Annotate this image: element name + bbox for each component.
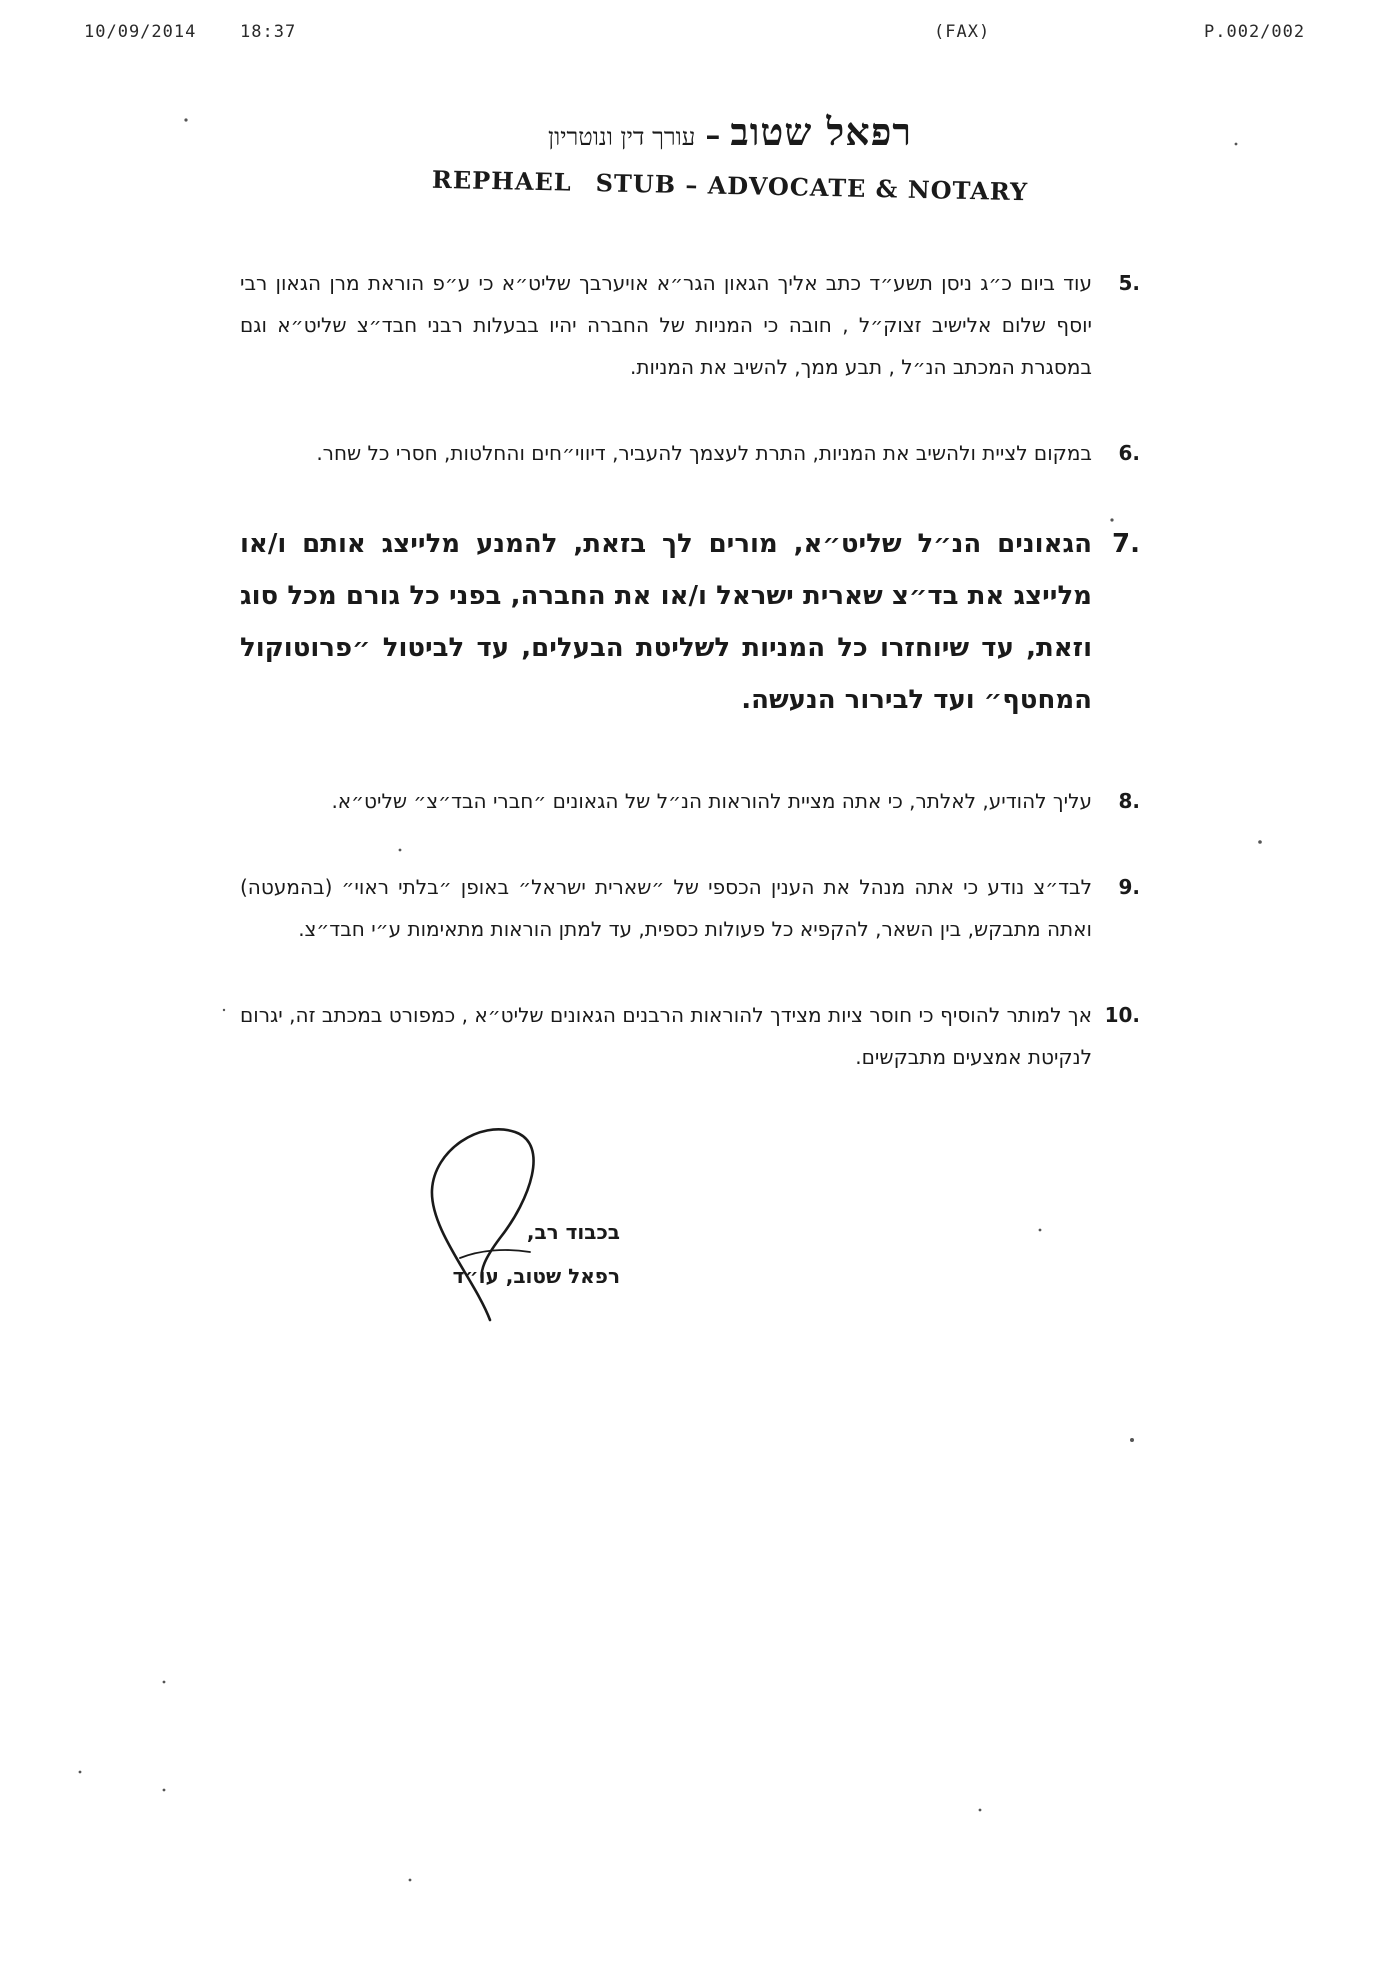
fax-label: (FAX) <box>934 22 991 42</box>
paragraph-number: 9. <box>1118 875 1140 899</box>
letterhead-english-rest: STUB – ADVOCATE & NOTARY <box>595 168 1029 207</box>
paragraph-9 <box>240 866 1140 950</box>
paragraph-number: 7. <box>1112 529 1140 559</box>
letterhead-english-line <box>380 161 1081 212</box>
letterhead-dash: – <box>705 118 721 153</box>
paragraph-text: עליך להודיע, לאלתר, כי אתה מציית להוראות הנ״ל של הגאונים ״חברי הבד״צ״ שליט״א. <box>331 789 1092 813</box>
letterhead-english-first: REPHAEL <box>431 164 572 197</box>
paragraph-8 <box>240 780 1140 822</box>
letter-body <box>240 262 1140 1122</box>
paragraph-number: 6. <box>1118 441 1140 465</box>
letterhead <box>380 109 1080 207</box>
letterhead-hebrew-name: רפאל שטוב <box>730 109 913 154</box>
paragraph-text: עוד ביום כ״ג ניסן תשע״ד כתב אליך הגאון הגר״א אויערבך שליט״א כי ע״פ הוראת מרן הגאון רבי יוסף שלום אלישיב זצוק״ל , חובה כי המניות של החברה יהיו בבעלות רבני חבד״צ שליט״א וגם במסגרת המכתב הנ״ל , תבע ממך, להשיב את המניות. <box>240 271 1092 379</box>
fax-header <box>0 22 1400 46</box>
paragraph-text: לבד״צ נודע כי אתה מנהל את הענין הכספי של ״שארית ישראל״ באופן ״בלתי ראוי״ (בהמעטה) ואתה מתבקש, בין השאר, להקפיא כל פעולות כספית, עד למתן הוראות מתאימות ע״י חבד״צ. <box>240 875 1092 941</box>
paragraph-text: הגאונים הנ״ל שליט״א, מורים לך בזאת, להמנע מלייצג אותם ו/או מלייצג את בד״צ שארית ישראל ו/או את החברה, בפני כל גורם מכל סוג וזאת, עד שיוחזרו כל המניות לשליטת הבעלים, עד לביטול ״פרוטוקול המחטף״ ועד לבירור הנעשה. <box>240 529 1092 715</box>
paragraph-5 <box>240 262 1140 388</box>
paragraph-number: 10. <box>1104 1003 1140 1027</box>
closing-signer-name: רפאל שטוב, עו״ד <box>452 1264 620 1288</box>
paragraph-6 <box>240 432 1140 474</box>
paragraph-text: אך למותר להוסיף כי חוסר ציות מצידך להוראות הרבנים הגאונים שליט״א , כמפורט במכתב זה, יגרום לנקיטת אמצעים מתבקשים. <box>240 1003 1092 1069</box>
paragraph-10 <box>240 994 1140 1078</box>
closing-regards: בכבוד רב, <box>526 1220 620 1244</box>
fax-date: 10/09/2014 <box>84 22 197 42</box>
closing-block <box>400 1210 620 1298</box>
paragraph-7 <box>240 518 1140 726</box>
letterhead-hebrew-title: עורך דין ונוטריון <box>547 123 696 151</box>
paragraph-number: 8. <box>1118 789 1140 813</box>
letterhead-hebrew-line <box>380 110 1080 154</box>
fax-page-number: P.002/002 <box>1204 22 1306 42</box>
paragraph-number: 5. <box>1118 271 1140 295</box>
paragraph-text: במקום לציית ולהשיב את המניות, התרת לעצמך להעביר, דיווי״חים והחלטות, חסרי כל שחר. <box>316 441 1092 465</box>
fax-time: 18:37 <box>240 22 297 42</box>
